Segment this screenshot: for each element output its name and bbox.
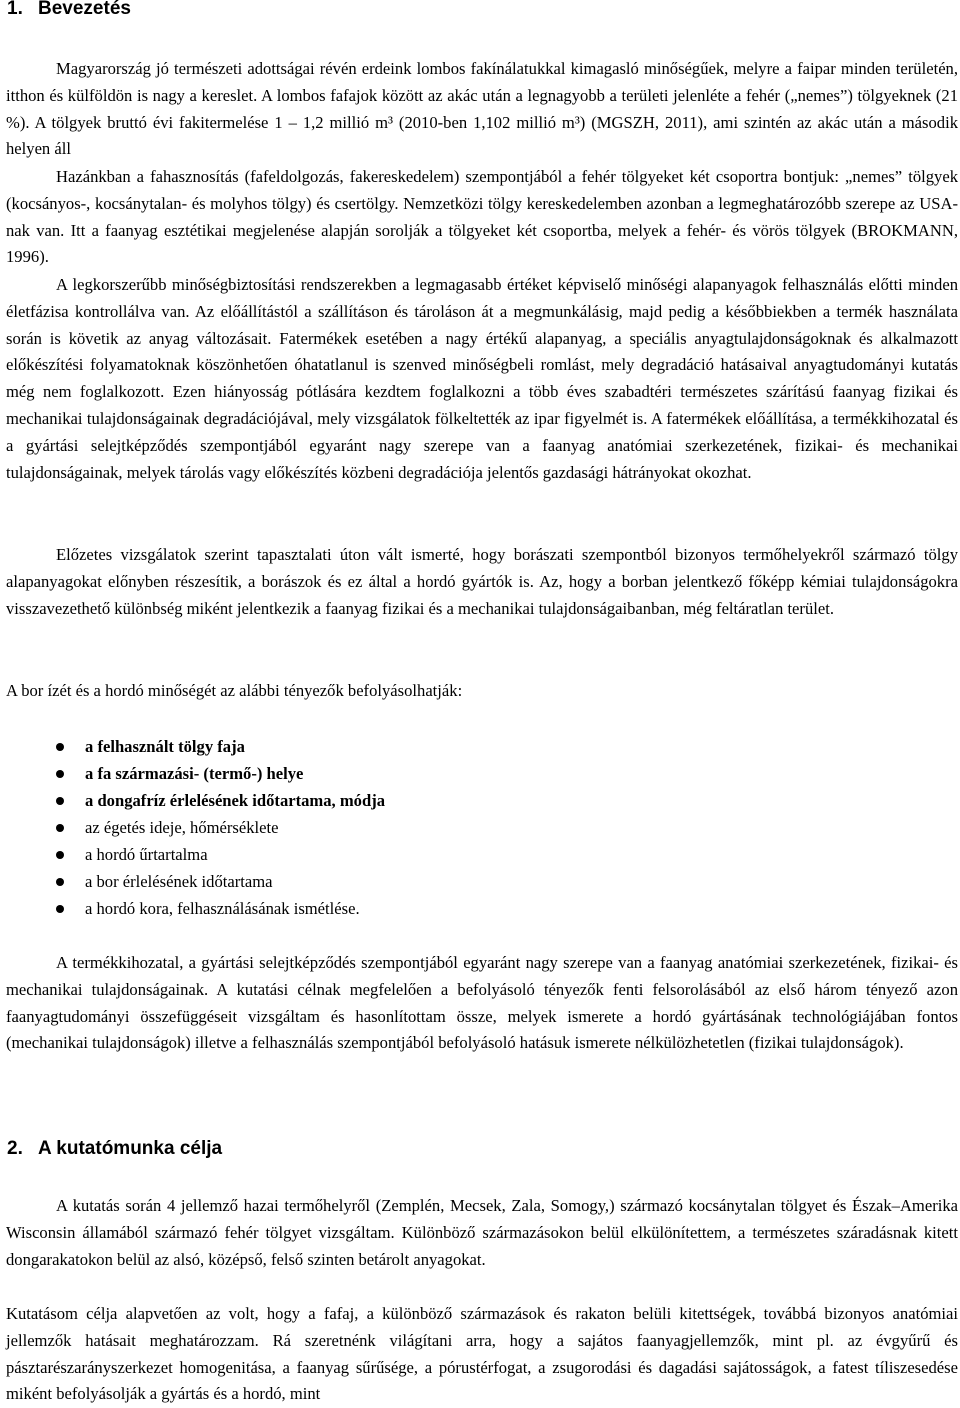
list-item: a felhasznált tölgy faja <box>6 733 946 760</box>
section-1-paragraph-1: Magyarország jó természeti adottságai révén erdeink lombos fakínálatukkal kimagasló minőségűek, melyre a faipar minden területén, itthon és külföldön is nagy a kereslet. A lombos fafajok között az akác után a legnagyobb a területi jelenléte a fehér („nemes”) tölgyeknek (21 %). A tölgyek bruttó évi fakitermelése 1 – 1,2 millió m³ (2010-ben 1,102 millió m³) (MGSZH, 2011), ami szintén az akác után a második helyen áll <box>6 59 958 159</box>
section-1-heading <box>7 0 131 22</box>
section-1-title: Bevezetés <box>38 0 131 19</box>
list-item: a hordó kora, felhasználásának ismétlése. <box>6 895 946 922</box>
list-item: a fa származási- (termő-) helye <box>6 760 946 787</box>
section-2-paragraph-1: A kutatás során 4 jellemző hazai termőhelyről (Zemplén, Mecsek, Zala, Somogy,) származó kocsánytalan tölgyet és Észak–Amerika Wisconsin államából származó fehér tölgyet vizsgáltam. Különböző származásokon belül elkülönítettem, a természetes száradásnak kitett dongarakatokon belül az alsó, középső, felső szinten betárolt anyagokat. <box>6 1196 958 1269</box>
list-item: a hordó űrtartalma <box>6 841 946 868</box>
section-2-title: A kutatómunka célja <box>38 1138 223 1159</box>
section-1-number: 1. <box>7 0 23 19</box>
factors-intro: A bor ízét és a hordó minőségét az alábbi tényezők befolyásolhatják: <box>6 681 463 700</box>
section-1-paragraph-4: Előzetes vizsgálatok szerint tapasztalati úton vált ismerté, hogy borászati szempontból bizonyos termőhelyekről származó tölgy alapanyagokat előnyben részesítik, a borászok és ez által a hordó gyártók is. Az, hogy a borban jelentkező főképp kémiai tulajdonságokra visszavezethető különbség miként jelentkezik a faanyag fizikai és a mechanikai tulajdonságaibanban, még feltáratlan terület. <box>6 545 958 618</box>
list-item: az égetés ideje, hőmérséklete <box>6 814 946 841</box>
section-1-paragraph-5: A termékkihozatal, a gyártási selejtképződés szempontjából egyaránt nagy szerepe van a faanyag anatómiai szerkezetének, fizikai- és mechanikai tulajdonságainak. A kutatási célnak megfelelően a befolyásoló tényezők fenti felsorolásából az első három tényező azon faanyagtudományi összefüggéseit vizsgáltam és hasonlítottam össze, melyek ismerete a hordó gyártásának technológiájában fontos (mechanikai tulajdonságok) illetve a felhasználás szempontjából befolyásoló hatásuk ismerete nélkülözhetetlen (fizikai tulajdonságok). <box>6 953 958 1053</box>
list-item: a bor érlelésének időtartama <box>6 868 946 895</box>
factors-list <box>6 733 946 922</box>
section-1-paragraph-2: Hazánkban a fahasznosítás (fafeldolgozás, fakereskedelem) szempontjából a fehér tölgyeket két csoportra bontjuk: „nemes” tölgyek (kocsányos-, kocsánytalan- és molyhos tölgy) és csertölgy. Nemzetközi tölgy kereskedelemben azonban a legmeghatározóbb szerepe az USA-nak van. Itt a faanyag esztétikai megjelenése alapján sorolják a tölgyeket két csoportba, melyek a fehér- és vörös tölgyek (BROKMANN, 1996). <box>6 167 958 267</box>
section-2-number: 2. <box>7 1138 23 1159</box>
section-2-heading <box>7 1136 222 1162</box>
list-item: a dongafríz érlelésének időtartama, módja <box>6 787 946 814</box>
section-2-paragraph-2: Kutatásom célja alapvetően az volt, hogy a fafaj, a különböző származások és rakaton belüli kitettségek, továbbá bizonyos anatómiai jellemzők hatásait meghatározzam. Rá szeretnénk világítani arra, hogy a sajátos faanyagjellemzők, mint pl. az évgyűrű és pásztarészarányszerkezet homogenitása, a faanyag sűrűsége, a pórustérfogat, a zsugorodási és dagadási sajátosságok, a fatest tíliszesedése miként befolyásolják a gyártás és a hordó, mint <box>6 1304 958 1404</box>
section-1-paragraph-3: A legkorszerűbb minőségbiztosítási rendszerekben a legmagasabb értéket képviselő minőségi alapanyagok felhasználás előtti minden életfázisa kontrollálva van. Az előállítástól a szállításon és tároláson át a megmunkálásig, majd pedig a későbbiekben a termék használata során is követik az anyag változásait. Fatermékek esetében a nagy értékű alapanyag, a speciális anyagtulajdonságoknak és alkalmazott előkészítési folyamatoknak köszönhetően óhatatlanul is szenved minőségbeli romlást, mely degradáció hatásaival anyagtudományi kutatás még nem foglalkozott. Ezen hiányosság pótlására kezdtem foglalkozni a több éves szabadtéri természetes szárítású faanyag fizikai és mechanikai tulajdonságainak degradációjával, mely vizsgálatok fölkeltették az ipar figyelmét is. A fatermékek előállítása, a termékkihozatal és a gyártási selejtképződés szempontjából egyaránt nagy szerepe van a faanyag anatómiai szerkezetének, fizikai- és mechanikai tulajdonságainak, melyek tárolás vagy előkészítés közbeni degradációja jelentős gazdasági hátrányokat okozhat. <box>6 275 958 482</box>
